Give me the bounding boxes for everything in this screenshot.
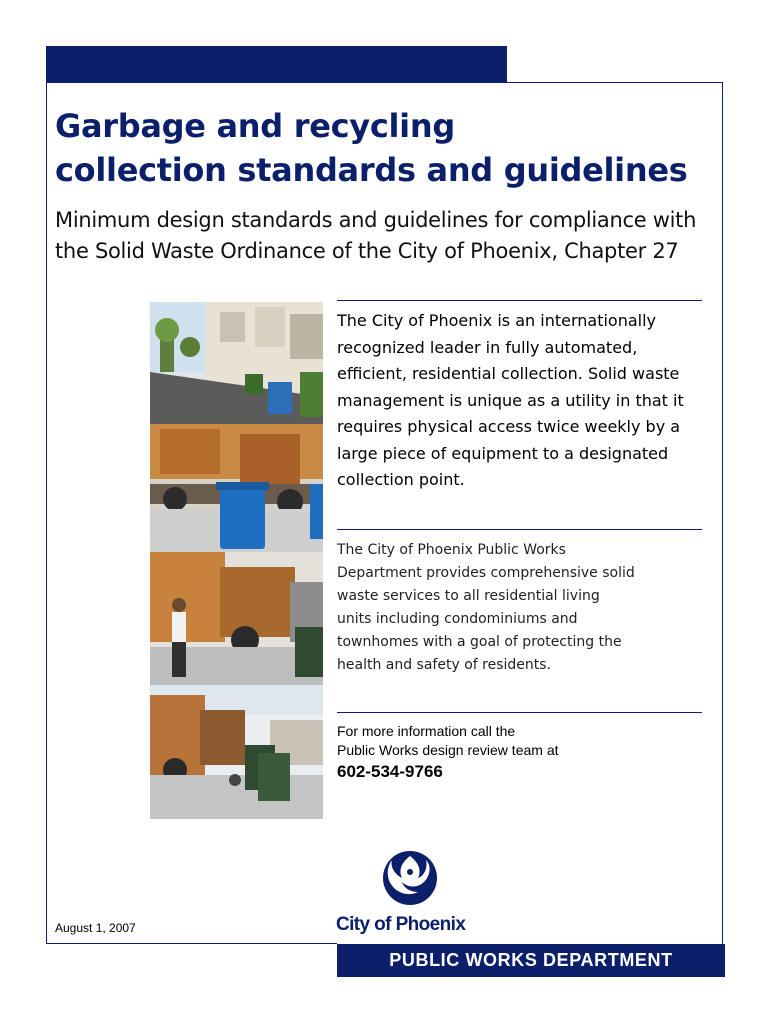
phoenix-bird-logo-icon — [380, 848, 440, 908]
divider-middle — [337, 529, 702, 530]
subtitle-line-1: Minimum design standards and guidelines for compliance with — [55, 208, 697, 232]
divider-top — [337, 300, 702, 301]
phone-number: 602-534-9766 — [337, 762, 443, 781]
photo-worker-at-truck — [150, 552, 323, 685]
subtitle-line-2: the Solid Waste Ordinance of the City of Phoenix, Chapter 27 — [55, 239, 679, 263]
department-banner: PUBLIC WORKS DEPARTMENT — [337, 944, 725, 977]
services-paragraph: The City of Phoenix Public Works Department provides comprehensive solid waste services to all residential living units including condominiums and townhomes with a goal of protecting the health and safety of residents. — [337, 542, 635, 673]
intro-paragraph: The City of Phoenix is an internationally recognized leader in fully automated, efficient, residential collection. Solid waste management is unique as a utility in that it requires physical access twice weekly by a large piece of equipment to a designated collection point. — [337, 311, 684, 489]
frame-bottom-rule — [46, 943, 337, 944]
contact-info — [337, 722, 697, 760]
header-bar — [46, 46, 507, 82]
contact-line-1: For more information call the — [337, 723, 516, 739]
photo-truck-and-bin — [150, 424, 323, 552]
title-line-1: Garbage and recycling — [55, 107, 455, 145]
city-logo-wordmark: City of Phoenix — [336, 914, 466, 935]
page-title — [55, 104, 735, 192]
title-line-2: collection standards and guidelines — [55, 151, 688, 189]
contact-line-2: Public Works design review team at — [337, 742, 559, 758]
divider-bottom — [337, 712, 702, 713]
photo-street-with-bins — [150, 302, 323, 424]
photo-truck-lifting-bins — [150, 685, 323, 819]
photo-strip — [150, 302, 323, 819]
page-subtitle — [55, 205, 745, 267]
publication-date: August 1, 2007 — [55, 921, 136, 935]
